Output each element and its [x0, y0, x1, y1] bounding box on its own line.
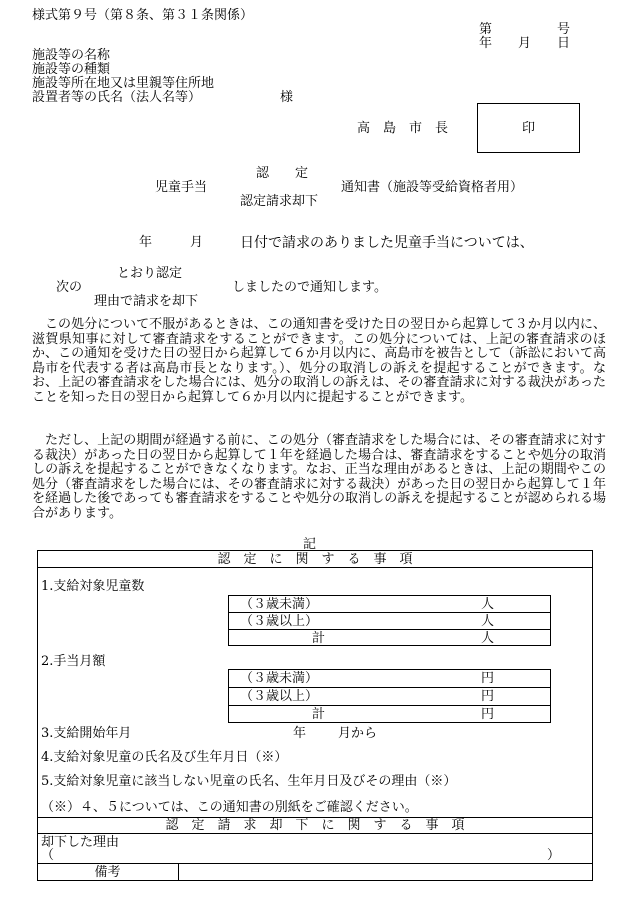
child-count-total-label: 計 [312, 631, 326, 646]
child-count-over3-label: （３歳以上） [240, 614, 319, 629]
child-count-total-unit: 人 [481, 631, 495, 646]
remarks-label: 備考 [94, 865, 121, 880]
child-count-row-divider [228, 629, 551, 630]
payment-start-label: 3.支給開始年月 [41, 726, 132, 741]
remarks-column-divider [178, 863, 179, 881]
eligible-children-label: 4.支給対象児童の氏名及び生年月日（※） [41, 750, 288, 765]
notice-suffix: しましたので通知します。 [232, 280, 387, 295]
monthly-allowance-row-divider [228, 687, 551, 688]
allowance-under3-label: （３歳未満） [240, 671, 319, 686]
seal-box [477, 103, 580, 153]
allowance-over3-unit: 円 [481, 689, 495, 704]
appeal-paragraph-2: ただし、上記の期間が経過する前に、この処分（審査請求をした場合には、その審査請求に対する裁決）があった日の翌日から起算して１年を経過した場合は、審査請求をすることや処分の取消しの訴えを提起することができなくなります。なお、正当な理由があるときは、上記の期間やこの処分（審査請求をした場合には、その審査請求に対する裁決）があった日の翌日から起算して１年を経過した後であっても審査請求をすることや処分の取消しの訴えを提起することが認められる場合があります。 [32, 433, 606, 521]
title-suffix: 通知書（施設等受給資格者用） [341, 180, 524, 195]
title-prefix: 児童手当 [155, 180, 208, 195]
remarks-divider [37, 863, 593, 864]
rejection-header-divider [37, 833, 593, 834]
facility-type-label: 施設等の種類 [32, 62, 111, 77]
request-month-label: 月 [190, 235, 204, 250]
approval-section-header: 認 定 に 関 す る 事 項 [217, 552, 413, 567]
mayor-title: 高 島 市 長 [357, 121, 449, 136]
allowance-total-unit: 円 [481, 707, 495, 722]
approval-header-divider [37, 567, 593, 568]
rejection-section-header: 認 定 請 求 却 下 に 関 す る 事 項 [165, 818, 465, 833]
monthly-allowance-label: 2.手当月額 [41, 654, 106, 669]
allowance-total-label: 計 [312, 707, 326, 722]
payment-start-month: 月から [338, 726, 378, 741]
document-number-label: 第 号 [479, 22, 571, 37]
request-year-label: 年 [139, 235, 153, 250]
appeal-paragraph-1: この処分について不服があるときは、この通知書を受けた日の翌日から起算して３か月以内に、滋賀県知事に対して審査請求をすることができます。この処分については、上記の審査請求のほか、この通知を受けた日の翌日から起算して６か月以内に、高島市を被告として（訴訟において高島市を代表する者は高島市長となります。）、処分の取消しの訴えを提起することができます。なお、上記の審査請求をした場合には、処分の取消しの訴えは、その審査請求に対する裁決があったことを知った日の翌日から起算して６か月以内に提起することができます。 [32, 317, 606, 405]
notice-next-label: 次の [56, 280, 83, 295]
facility-name-label: 施設等の名称 [32, 48, 111, 63]
form-number-label: 様式第９号（第８条、第３１条関係） [32, 8, 254, 23]
attachment-note: （※）４、５については、この通知書の別紙をご確認ください。 [41, 800, 418, 815]
rejection-reason-label: 却下した理由 [41, 835, 120, 850]
child-count-row-divider [228, 612, 551, 613]
rejection-reason-close-paren: ） [547, 848, 561, 863]
title-option-approve: 認 定 [256, 166, 309, 181]
document-date-label: 年 月 日 [479, 36, 571, 51]
founder-name-label: 設置者等の氏名（法人名等） [32, 90, 202, 105]
monthly-allowance-row-divider [228, 705, 551, 706]
notice-option-reject: 理由で請求を却下 [94, 294, 199, 309]
honorific: 様 [280, 90, 294, 105]
ki-label: 記 [303, 537, 317, 552]
child-count-over3-unit: 人 [481, 614, 495, 629]
request-date-sentence: 日付で請求のありました児童手当については、 [240, 235, 534, 251]
allowance-under3-unit: 円 [481, 671, 495, 686]
child-count-under3-label: （３歳未満） [240, 597, 319, 612]
title-option-reject: 認定請求却下 [240, 194, 319, 209]
notice-option-approve: とおり認定 [117, 266, 183, 281]
facility-address-label: 施設等所在地又は里親等住所地 [32, 76, 215, 91]
child-count-under3-unit: 人 [481, 597, 495, 612]
ineligible-children-label: 5.支給対象児童に該当しない児童の氏名、生年月日及びその理由（※） [41, 774, 457, 789]
payment-start-year: 年 [293, 726, 307, 741]
allowance-over3-label: （３歳以上） [240, 689, 319, 704]
child-count-label: 1.支給対象児童数 [41, 579, 145, 594]
seal-mark: 印 [521, 121, 535, 136]
rejection-reason-open-paren: （ [41, 848, 55, 863]
